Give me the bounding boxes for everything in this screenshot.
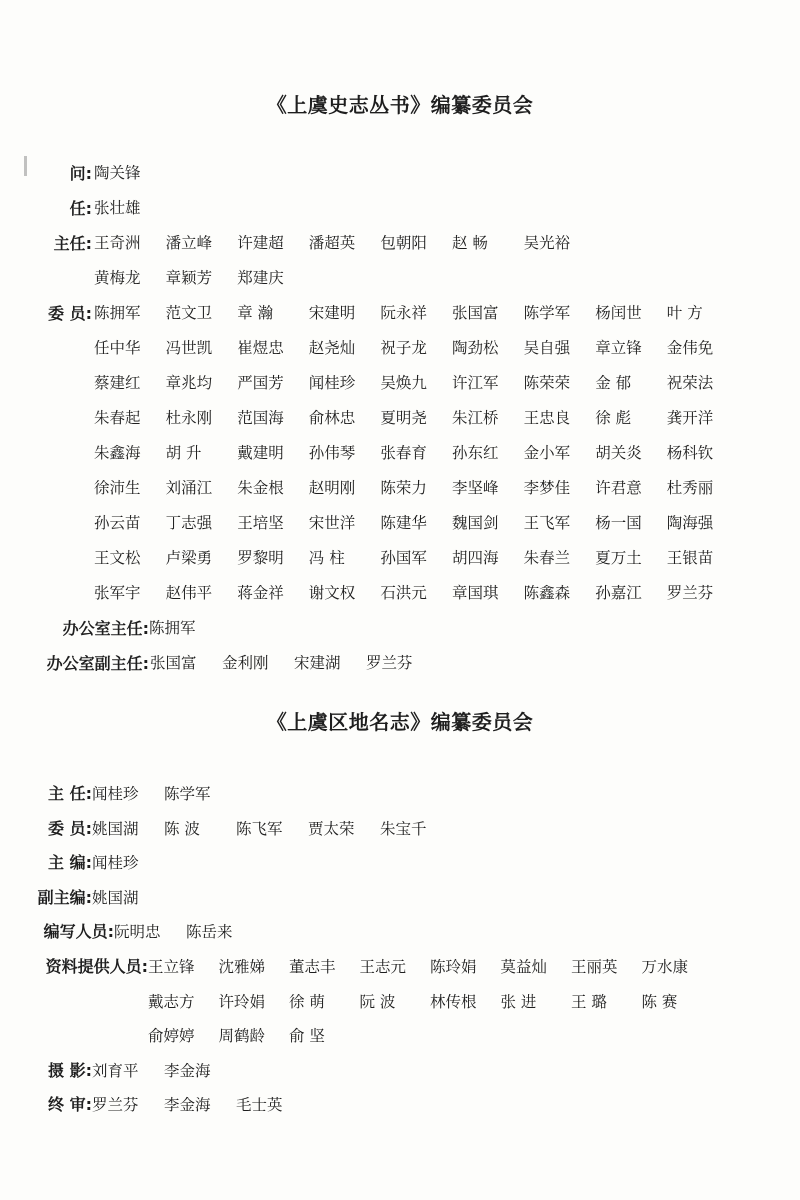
roster-row [0, 915, 800, 950]
person-name: 李坚峰 [452, 479, 499, 497]
person-name: 陈学军 [523, 304, 571, 322]
person-name: 孙东红 [452, 444, 499, 462]
roster-row [0, 1088, 800, 1123]
person-name: 贾太荣 [308, 819, 355, 838]
committee-1-title: 《上虞史志丛书》编纂委员会 [266, 93, 534, 117]
person-name: 张国富 [150, 654, 197, 672]
person-name: 戴建明 [237, 444, 284, 462]
person-name: 朱江桥 [452, 409, 499, 427]
person-name: 范国海 [237, 409, 284, 427]
roster-row [0, 985, 800, 1020]
person-name: 杜永刚 [165, 409, 213, 427]
person-name: 刘育平 [92, 1061, 139, 1080]
roster-row [0, 1019, 800, 1054]
roster-label-box [0, 985, 92, 1020]
person-name: 吴焕九 [380, 374, 427, 392]
roster-row [0, 226, 800, 261]
roster-label: 主 任: [48, 784, 92, 803]
person-name: 林传根 [430, 992, 477, 1011]
person-name: 金小军 [523, 444, 571, 462]
roster-row [0, 881, 800, 916]
person-name: 王飞军 [523, 514, 571, 532]
person-name: 赵明刚 [308, 479, 356, 497]
person-name: 王丽英 [571, 957, 618, 976]
person-name: 张壮雄 [94, 199, 141, 217]
roster-label: 终 审: [48, 1095, 92, 1115]
roster-label: 任: [69, 199, 92, 218]
roster-row [0, 401, 800, 436]
committee-2-title: 《上虞区地名志》编纂委员会 [266, 710, 534, 734]
person-name: 丁志强 [165, 514, 213, 532]
roster-label: 主任: [53, 234, 92, 253]
person-name: 杨一国 [595, 514, 642, 532]
person-name: 宋世洋 [308, 514, 356, 532]
person-name: 陈鑫森 [523, 584, 571, 602]
person-name: 章颖芳 [165, 269, 213, 287]
person-name: 俞婷婷 [148, 1027, 195, 1046]
person-name: 孙伟琴 [308, 444, 356, 462]
person-name: 胡四海 [452, 549, 499, 567]
person-name: 王银苗 [666, 549, 714, 567]
roster-label: 办公室主任: [62, 619, 149, 638]
person-name: 赵伟平 [165, 584, 213, 602]
roster-label-box [0, 881, 92, 916]
person-name: 许君意 [595, 479, 642, 497]
person-name: 夏万土 [595, 549, 642, 567]
roster-label: 副主编: [37, 887, 92, 907]
roster-row [0, 296, 800, 331]
roster-label-box [0, 846, 92, 881]
roster-label-box [0, 1019, 92, 1054]
roster-label-box [0, 401, 92, 436]
person-name: 陈拥军 [94, 304, 141, 322]
roster-row [0, 846, 800, 881]
person-name: 董志丰 [289, 957, 336, 976]
person-name: 孙国军 [380, 549, 427, 567]
person-name: 朱宝千 [380, 819, 427, 838]
roster-row [0, 950, 800, 985]
roster-label-box [0, 777, 92, 812]
person-name: 朱鑫海 [94, 444, 141, 462]
roster-row [0, 611, 800, 646]
person-name: 张春育 [380, 444, 427, 462]
roster-label-box [0, 296, 92, 331]
person-name: 陈拥军 [149, 619, 196, 637]
roster-label: 委 员: [48, 304, 92, 323]
committee-2-roster [0, 777, 800, 1123]
person-name: 杨闰世 [595, 304, 642, 322]
person-name: 祝荣法 [666, 374, 714, 392]
person-name: 李金海 [164, 1061, 211, 1080]
person-name: 罗黎明 [237, 549, 284, 567]
person-name: 郑建庆 [237, 269, 284, 287]
roster-label-box [0, 1054, 92, 1089]
roster-label-box [0, 950, 148, 985]
roster-row [0, 156, 800, 191]
person-name: 蒋金祥 [237, 584, 284, 602]
person-name: 范文卫 [165, 304, 213, 322]
person-name: 卢梁勇 [165, 549, 213, 567]
person-name: 孙嘉江 [595, 584, 642, 602]
person-name: 毛士英 [236, 1096, 283, 1115]
person-name: 章国琪 [452, 584, 499, 602]
person-name: 龚开洋 [666, 409, 714, 427]
roster-row [0, 812, 800, 847]
person-name: 吴光裕 [523, 234, 571, 252]
person-name: 宋建明 [308, 304, 356, 322]
person-name: 俞林忠 [308, 409, 356, 427]
person-name: 闻桂珍 [92, 785, 139, 803]
roster-label-box [0, 915, 114, 950]
person-name: 徐 萌 [289, 992, 325, 1011]
person-name: 章 瀚 [237, 304, 274, 322]
committee-2 [0, 707, 800, 1123]
person-name: 许江军 [452, 374, 499, 392]
person-name: 谢文权 [308, 584, 356, 602]
person-name: 章兆均 [165, 374, 213, 392]
person-name: 陈 赛 [641, 992, 678, 1011]
roster-label-box [0, 541, 92, 576]
committee-1-roster [0, 156, 800, 681]
person-name: 万水康 [641, 957, 689, 976]
person-name: 任中华 [94, 339, 141, 357]
roster-label-box [0, 611, 149, 646]
person-name: 吴自强 [523, 339, 571, 357]
person-name: 张军宇 [94, 584, 141, 602]
person-name: 王奇洲 [94, 234, 141, 252]
person-name: 闻桂珍 [308, 374, 356, 392]
person-name: 赵 畅 [452, 234, 488, 252]
person-name: 张 进 [500, 992, 537, 1011]
person-name: 金 郁 [595, 374, 632, 392]
person-name: 陈荣力 [380, 479, 427, 497]
roster-row [0, 191, 800, 226]
person-name: 石洪元 [380, 584, 427, 602]
person-name: 杨科钦 [666, 444, 714, 462]
person-name: 阮 波 [359, 992, 396, 1011]
person-name: 张国富 [452, 304, 499, 322]
roster-label-box [0, 471, 92, 506]
person-name: 朱春起 [94, 409, 141, 427]
person-name: 潘超英 [308, 234, 356, 252]
person-name: 冯 柱 [308, 549, 345, 567]
person-name: 陈建华 [380, 514, 427, 532]
person-name: 罗兰芬 [92, 1096, 139, 1115]
person-name: 姚国湖 [92, 819, 139, 838]
person-name: 包朝阳 [380, 234, 427, 252]
person-name: 胡关炎 [595, 444, 642, 462]
person-name: 宋建湖 [294, 654, 341, 672]
committee-1 [0, 90, 800, 681]
person-name: 陶海强 [666, 514, 714, 532]
roster-row [0, 331, 800, 366]
person-name: 朱金根 [237, 479, 284, 497]
roster-row [0, 777, 800, 812]
person-name: 章立锋 [595, 339, 642, 357]
roster-label: 办公室副主任: [46, 654, 149, 673]
roster-label-box [0, 436, 92, 471]
roster-label-box [0, 646, 149, 681]
roster-label: 摄 影: [48, 1060, 92, 1080]
person-name: 陈岳来 [186, 923, 233, 942]
roster-label: 问: [69, 164, 92, 183]
person-name: 陶关锋 [94, 164, 141, 182]
roster-row [0, 261, 800, 296]
person-name: 陈飞军 [236, 819, 283, 838]
person-name: 陈玲娟 [430, 957, 477, 976]
person-name: 叶 方 [666, 304, 703, 322]
roster-row [0, 646, 800, 681]
person-name: 冯世凯 [165, 339, 213, 357]
person-name: 陈 波 [164, 819, 200, 838]
person-name: 李金海 [164, 1096, 211, 1115]
roster-label-box [0, 226, 92, 261]
person-name: 闻桂珍 [92, 854, 139, 873]
person-name: 王 璐 [571, 992, 607, 1011]
person-name: 魏国剑 [452, 514, 499, 532]
roster-row [0, 541, 800, 576]
roster-row [0, 1054, 800, 1089]
person-name: 罗兰芬 [666, 584, 714, 602]
roster-label-box [0, 576, 92, 611]
person-name: 朱春兰 [523, 549, 571, 567]
person-name: 周鹤龄 [218, 1027, 266, 1046]
person-name: 陶劲松 [452, 339, 499, 357]
person-name: 戴志方 [148, 992, 195, 1011]
roster-row [0, 436, 800, 471]
person-name: 王志元 [359, 957, 407, 976]
roster-label-box [0, 191, 92, 226]
person-name: 胡 升 [165, 444, 202, 462]
person-name: 莫益灿 [500, 957, 548, 976]
person-name: 李梦佳 [523, 479, 571, 497]
person-name: 夏明尧 [380, 409, 427, 427]
person-name: 孙云苗 [94, 514, 141, 532]
roster-label: 主 编: [48, 853, 92, 873]
person-name: 王培坚 [237, 514, 284, 532]
roster-row [0, 366, 800, 401]
roster-label-box [0, 366, 92, 401]
person-name: 姚国湖 [92, 888, 139, 907]
roster-row [0, 471, 800, 506]
person-name: 刘涌江 [165, 479, 213, 497]
roster-label-box [0, 506, 92, 541]
person-name: 王立锋 [148, 957, 195, 976]
roster-label-box [0, 812, 92, 847]
roster-label-box [0, 1088, 92, 1123]
person-name: 王文松 [94, 549, 141, 567]
person-name: 阮永祥 [380, 304, 427, 322]
person-name: 陈荣荣 [523, 374, 571, 392]
roster-label-box [0, 156, 92, 191]
person-name: 陈学军 [164, 785, 211, 803]
roster-label: 委 员: [48, 818, 92, 838]
person-name: 徐沛生 [94, 479, 141, 497]
person-name: 潘立峰 [165, 234, 213, 252]
person-name: 崔煜忠 [237, 339, 284, 357]
person-name: 许玲娟 [218, 992, 266, 1011]
person-name: 蔡建红 [94, 374, 141, 392]
roster-row [0, 506, 800, 541]
person-name: 许建超 [237, 234, 284, 252]
roster-label: 编写人员: [43, 922, 114, 942]
person-name: 严国芳 [237, 374, 284, 392]
person-name: 沈雅娣 [218, 957, 266, 976]
person-name: 阮明忠 [114, 923, 161, 942]
person-name: 俞 坚 [289, 1027, 325, 1046]
person-name: 赵尧灿 [308, 339, 356, 357]
person-name: 金伟免 [666, 339, 714, 357]
person-name: 徐 彪 [595, 409, 632, 427]
person-name: 杜秀丽 [666, 479, 714, 497]
person-name: 罗兰芬 [366, 654, 413, 672]
roster-label-box [0, 331, 92, 366]
person-name: 王忠良 [523, 409, 571, 427]
roster-label: 资料提供人员: [45, 956, 148, 976]
roster-label-box [0, 261, 92, 296]
roster-row [0, 576, 800, 611]
person-name: 金利刚 [222, 654, 269, 672]
person-name: 黄梅龙 [94, 269, 141, 287]
person-name: 祝子龙 [380, 339, 427, 357]
